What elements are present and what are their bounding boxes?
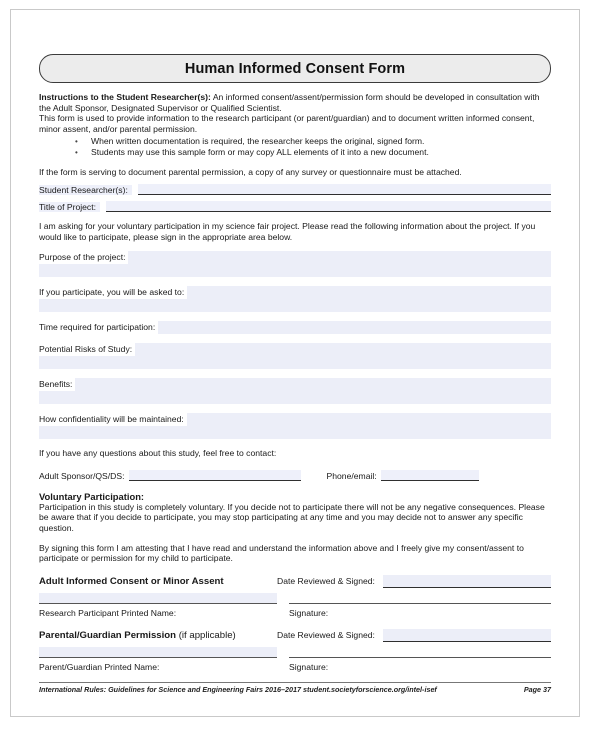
field-input[interactable]: [187, 413, 551, 426]
field-confidentiality: [39, 413, 551, 439]
student-researchers-input[interactable]: [138, 184, 551, 195]
instructions-lead: Instructions to the Student Researcher(s):: [39, 92, 211, 102]
column-spacer: [277, 593, 289, 604]
adult-printed-name-label: Research Participant Printed Name:: [39, 607, 177, 618]
parental-permission-block: [39, 629, 551, 672]
phone-email-label: Phone/email:: [326, 470, 377, 481]
adult-signature-label: Signature:: [289, 607, 329, 618]
title-of-project-row: [39, 200, 551, 212]
instructions-paragraph: [39, 92, 551, 113]
parental-date-label: Date Reviewed & Signed:: [277, 629, 375, 640]
adult-consent-heading-text: Adult Informed Consent or Minor Assent: [39, 575, 224, 587]
field-input[interactable]: [128, 251, 551, 264]
voluntary-participation-heading: Voluntary Participation:: [39, 490, 145, 502]
instructions-paragraph-2: This form is used to provide information to the research participant (or parent/guardian) and to document written informed consent, minor assent, and/or parental permission.: [39, 113, 535, 134]
field-label: Benefits:: [39, 379, 73, 390]
column-spacer: [277, 647, 289, 658]
document-page: [10, 9, 580, 717]
parental-date-input[interactable]: [383, 629, 551, 642]
instructions-bullet-list: [39, 136, 551, 158]
student-researchers-row: [39, 183, 551, 195]
attestation-paragraph: By signing this form I am attesting that I have read and understand the information above and I freely give my consent/assent to participate or permission for my child to participate.: [39, 542, 524, 564]
contact-note: If you have any questions about this study, feel free to contact:: [39, 448, 277, 459]
field-asked-to-do: [39, 286, 551, 312]
field-input-overflow[interactable]: [39, 391, 551, 404]
field-label: Time required for participation:: [39, 322, 156, 333]
title-of-project-label: Title of Project:: [39, 202, 100, 212]
attachment-note: If the form is serving to document parental permission, a copy of any survey or questionnaire must be attached.: [39, 167, 462, 178]
field-label: How confidentiality will be maintained:: [39, 414, 184, 425]
form-title-bar: [39, 54, 551, 83]
page-title: Human Informed Consent Form: [184, 60, 406, 77]
field-label: Potential Risks of Study:: [39, 344, 133, 355]
field-label: Purpose of the project:: [39, 252, 126, 263]
field-input-overflow[interactable]: [39, 299, 551, 312]
intro-paragraph: I am asking for your voluntary participation in my science fair project. Please read the following information about the project. If you would like to participate, please sign in the appropriate area below.: [39, 220, 536, 242]
field-input[interactable]: [75, 378, 551, 391]
parental-permission-heading-suffix: (if applicable): [176, 629, 236, 641]
footer-source: International Rules: Guidelines for Science and Engineering Fairs 2016–2017 student.societyforscience.org/intel-isef: [39, 685, 437, 694]
adult-date-label: Date Reviewed & Signed:: [277, 575, 375, 586]
field-purpose-of-project: [39, 251, 551, 277]
adult-consent-block: [39, 575, 551, 618]
contact-row: [39, 469, 551, 481]
parental-signature-label: Signature:: [289, 661, 329, 672]
page-footer: [39, 682, 551, 694]
document-body: [39, 54, 551, 672]
field-time-required: [39, 321, 551, 334]
list-item: • Students may use this sample form or may copy ALL elements of it into a new document.: [39, 147, 551, 158]
parental-printed-name-input[interactable]: [39, 647, 277, 658]
adult-signature-input[interactable]: [289, 593, 551, 604]
student-researchers-label: Student Researcher(s):: [39, 185, 132, 195]
adult-consent-heading: [39, 575, 277, 588]
instructions-lead-rest: An informed consent/assent/permission form should be developed in consultation with the Adult Sponsor, Designated Supervisor or Qualified Scientist.: [39, 92, 540, 113]
field-label: If you participate, you will be asked to:: [39, 287, 185, 298]
field-potential-risks: [39, 343, 551, 369]
adult-printed-name-input[interactable]: [39, 593, 277, 604]
adult-sponsor-label: Adult Sponsor/QS/DS:: [39, 470, 125, 481]
list-item: • When written documentation is required, the researcher keeps the original, signed form.: [39, 136, 551, 147]
field-input-overflow[interactable]: [39, 264, 551, 277]
field-input[interactable]: [187, 286, 551, 299]
parental-permission-heading: [39, 629, 277, 642]
field-input[interactable]: [135, 343, 551, 356]
voluntary-participation-paragraph: Participation in this study is completely voluntary. If you decide not to participate there will not be any negative consequences. Please be aware that if you decide to participate, you may stop participating at any time and you may decide not to answer any specific question.: [39, 501, 545, 533]
footer-page-number: Page 37: [523, 685, 551, 694]
parental-signature-input[interactable]: [289, 647, 551, 658]
field-input-overflow[interactable]: [39, 426, 551, 439]
phone-email-input[interactable]: [381, 470, 479, 481]
field-input[interactable]: [158, 321, 551, 334]
title-of-project-input[interactable]: [106, 201, 551, 212]
adult-sponsor-input[interactable]: [129, 470, 301, 481]
parental-permission-heading-text: Parental/Guardian Permission: [39, 629, 177, 641]
field-input-overflow[interactable]: [39, 356, 551, 369]
adult-date-input[interactable]: [383, 575, 551, 588]
field-benefits: [39, 378, 551, 404]
parental-printed-name-label: Parent/Guardian Printed Name:: [39, 661, 160, 672]
